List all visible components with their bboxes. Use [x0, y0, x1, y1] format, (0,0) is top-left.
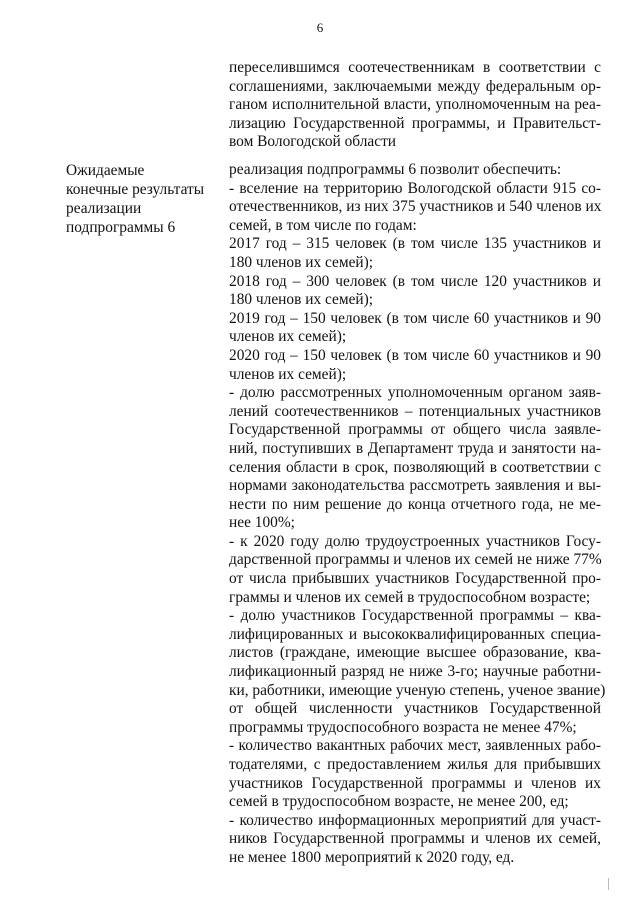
text-line: отечественников, из них 375 участников и 540 членов их — [229, 198, 602, 216]
text-line: - долю участников Государственной программы – ква- — [229, 607, 601, 625]
text-line: листов (граждане, имеющие высшее образование, ква- — [229, 644, 601, 662]
text-line: селения области в срок, позволяющий в соответствии с — [229, 458, 601, 476]
text-line: участников Государственной программы и членов их — [229, 774, 601, 792]
text-line: от числа прибывших участников Государственной про- — [229, 570, 601, 588]
text-line: тодателями, с предоставлением жилья для прибывших — [229, 756, 601, 773]
text-line: ганом исполнительной власти, уполномоченным на реа- — [229, 96, 601, 114]
text-line: 2017 год – 315 человек (в том числе 135 участников и — [229, 235, 601, 253]
section-label-expected-results — [66, 161, 216, 237]
text-line: ников Государственной программы и членов их семей, — [229, 830, 601, 848]
text-line: переселившимся соотечественникам в соответствии с — [229, 59, 601, 76]
text-line: - к 2020 году долю трудоустроенных участников Госу- — [229, 532, 601, 550]
text-line: ний, поступивших в Департамент труда и занятости на- — [229, 439, 601, 457]
label-line: конечные результаты — [66, 181, 205, 198]
text-line: нормами законодательства рассмотреть заявления и вы- — [229, 477, 601, 495]
label-line: подпрограммы 6 — [66, 219, 176, 236]
text-line: соглашениями, заключаемыми между федеральным ор- — [229, 77, 601, 95]
text-line: членов их семей); — [229, 328, 347, 346]
text-line: - количество информационных мероприятий для участ- — [229, 811, 601, 829]
text-line: реализация подпрограммы 6 позволит обеспечить: — [229, 161, 562, 178]
text-line: дарственной программы и членов их семей не ниже 77% — [229, 551, 602, 569]
text-line: семей, в том числе по годам: — [229, 216, 417, 234]
text-line: 180 членов их семей); — [229, 291, 374, 309]
text-line: 2020 год – 150 человек (в том числе 60 участников и 90 — [229, 346, 601, 364]
page-number: 6 — [316, 20, 324, 35]
text-line: нее 100%; — [229, 514, 295, 532]
text-line: лифицированных и высококвалифицированных специа- — [229, 625, 601, 643]
scan-edge-mark — [608, 878, 609, 890]
label-line: Ожидаемые — [66, 162, 145, 179]
text-line: членов их семей); — [229, 365, 347, 383]
text-line: нести по ним решение до конца отчетного года, не ме- — [229, 495, 601, 513]
text-line: лификационный разряд не ниже 3-го; научные работни- — [229, 663, 601, 681]
continued-text-block — [229, 59, 601, 152]
text-line: программы трудоспособного возраста не менее 47%; — [229, 718, 577, 736]
text-line: семей в трудоспособном возрасте, не менее 200, ед; — [229, 793, 569, 811]
text-line: 180 членов их семей); — [229, 253, 374, 271]
text-line: - долю рассмотренных уполномоченным органом заяв- — [229, 384, 601, 402]
text-line: граммы и членов их семей в трудоспособном возрасте; — [229, 588, 591, 606]
text-line: от общей численности участников Государственной — [229, 700, 601, 718]
text-line: лений соотечественников – потенциальных участников — [229, 402, 601, 420]
text-line: вом Вологодской области — [229, 133, 397, 151]
text-line: не менее 1800 мероприятий к 2020 году, ед. — [229, 848, 515, 866]
text-line: 2018 год – 300 человек (в том числе 120 участников и — [229, 272, 601, 290]
text-line: Государственной программы от общего числа заявле- — [229, 421, 601, 439]
text-line: 2019 год – 150 человек (в том числе 60 участников и 90 — [229, 309, 601, 327]
label-line: реализации — [66, 200, 142, 217]
text-line: лизацию Государственной программы, и Правительст- — [229, 114, 601, 132]
text-line: ки, работники, имеющие ученую степень, ученое звание) — [229, 681, 606, 699]
expected-results-text — [229, 161, 606, 868]
text-line: - количество вакантных рабочих мест, заявленных рабо- — [229, 737, 601, 755]
text-line: - вселение на территорию Вологодской области 915 со- — [229, 179, 601, 197]
